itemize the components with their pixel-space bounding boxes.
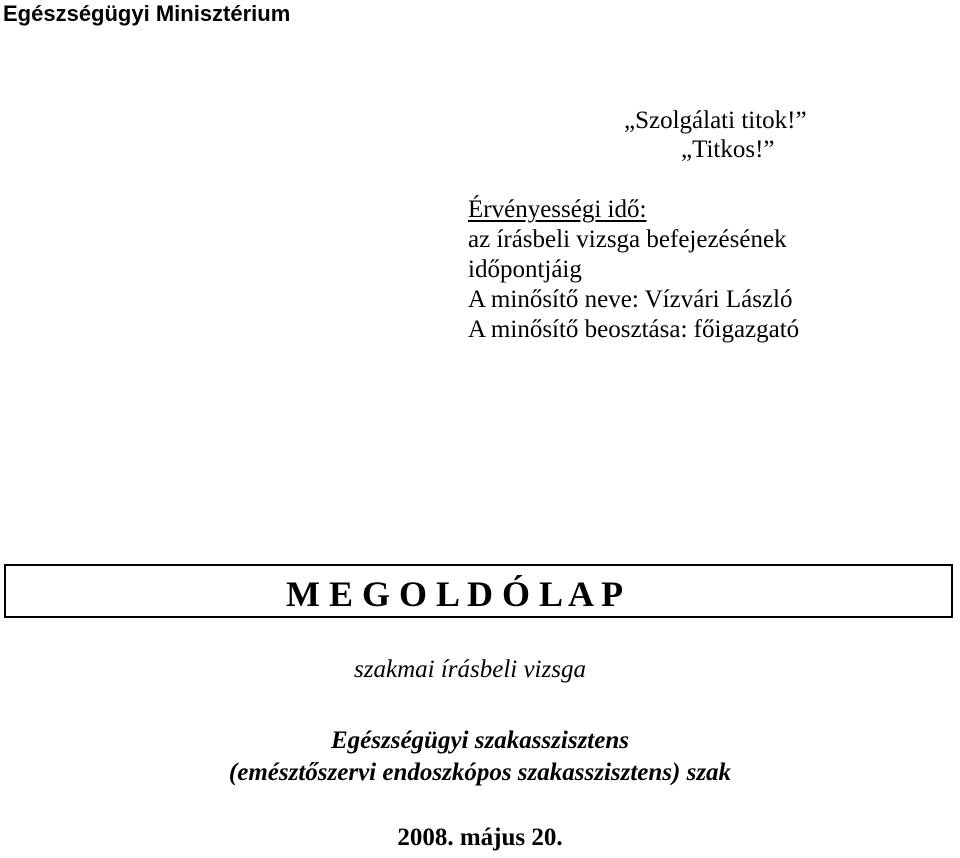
classifier-position: A minősítő beosztása: főigazgató [468, 316, 800, 343]
ministry-name: Egészségügyi Minisztérium [3, 1, 291, 26]
validity-block [468, 195, 799, 345]
classification-secret: „Titkos!” [681, 136, 775, 163]
classification-block [624, 106, 807, 165]
validity-label: Érvényességi idő: [468, 196, 647, 223]
profession-line1: Egészségügyi szakasszisztens [331, 727, 629, 754]
exam-date: 2008. május 20. [397, 824, 563, 851]
profession-line2: (emésztőszervi endoszkópos szakasszisztens) szak [228, 759, 732, 786]
exam-type: szakmai írásbeli vizsga [354, 656, 586, 683]
validity-period-line1: az írásbeli vizsga befejezésének [468, 226, 787, 253]
classifier-name: A minősítő neve: Vízvári László [468, 286, 793, 313]
profession-block [0, 725, 960, 789]
validity-period-line2: időpontjáig [468, 256, 582, 283]
classification-secret-service: „Szolgálati titok!” [624, 107, 807, 134]
document-title: M E G O L D Ó L A P [286, 574, 624, 614]
